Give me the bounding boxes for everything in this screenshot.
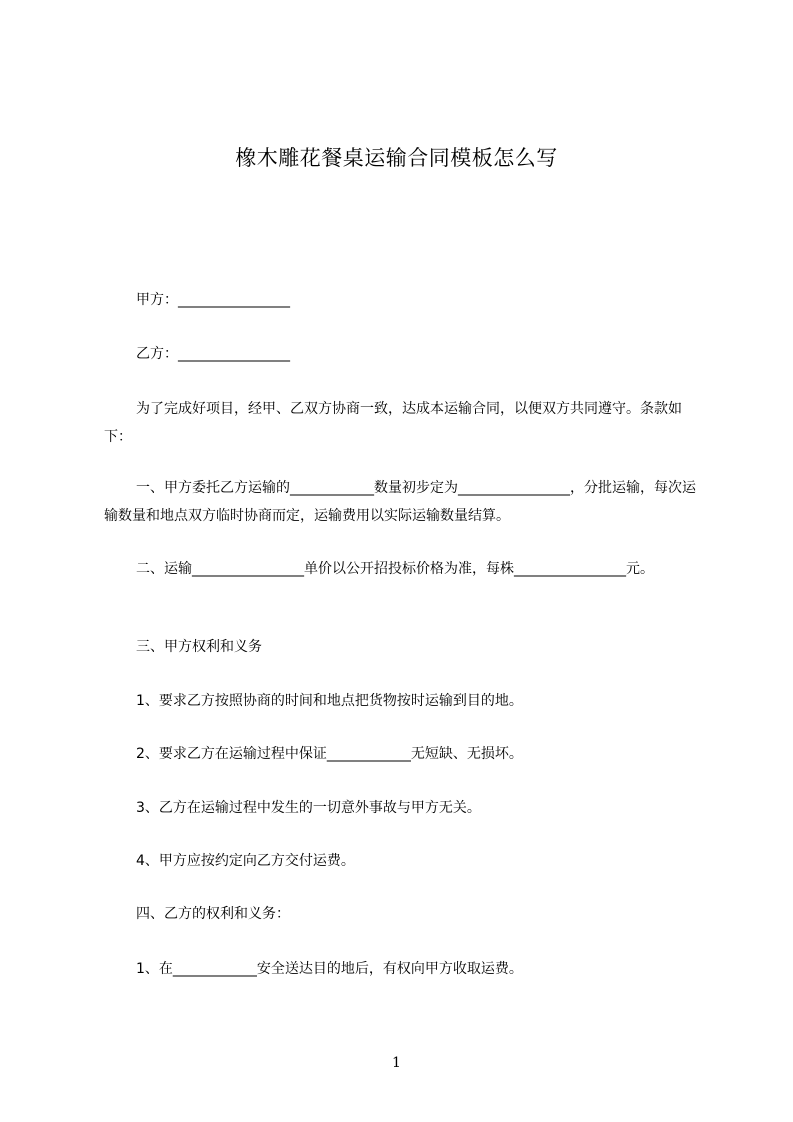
clause-2: 二、运输________________单价以公开招投标价格为准，每株________________元。 — [136, 561, 654, 577]
section-3-item-4: 4、甲方应按约定向乙方交付运费。 — [136, 853, 355, 869]
clause-1: 一、甲方委托乙方运输的____________数量初步定为________________，分批运输，每次运输数量和地点双方临时协商而定，运输费用以实际运输数量结算。 — [104, 480, 696, 524]
section-4-heading: 四、乙方的权利和义务： — [136, 906, 290, 922]
section-3-item-3: 3、乙方在运输过程中发生的一切意外事故与甲方无关。 — [136, 800, 481, 816]
document-title: 橡木雕花餐桌运输合同模板怎么写 — [235, 146, 558, 170]
section-3-heading: 三、甲方权利和义务 — [136, 639, 262, 655]
page-number: 1 — [392, 1055, 401, 1071]
section-3-item-2: 2、要求乙方在运输过程中保证____________无短缺、无损坏。 — [136, 746, 523, 762]
party-b-line: 乙方：________________ — [136, 346, 290, 362]
section-3-item-1: 1、要求乙方按照协商的时间和地点把货物按时运输到目的地。 — [136, 693, 523, 709]
intro-paragraph: 为了完成好项目，经甲、乙双方协商一致，达成本运输合同，以便双方共同遵守。条款如下： — [104, 401, 682, 445]
party-a-line: 甲方：________________ — [136, 292, 290, 308]
section-4-item-1: 1、在____________安全送达目的地后，有权向甲方收取运费。 — [136, 961, 523, 977]
